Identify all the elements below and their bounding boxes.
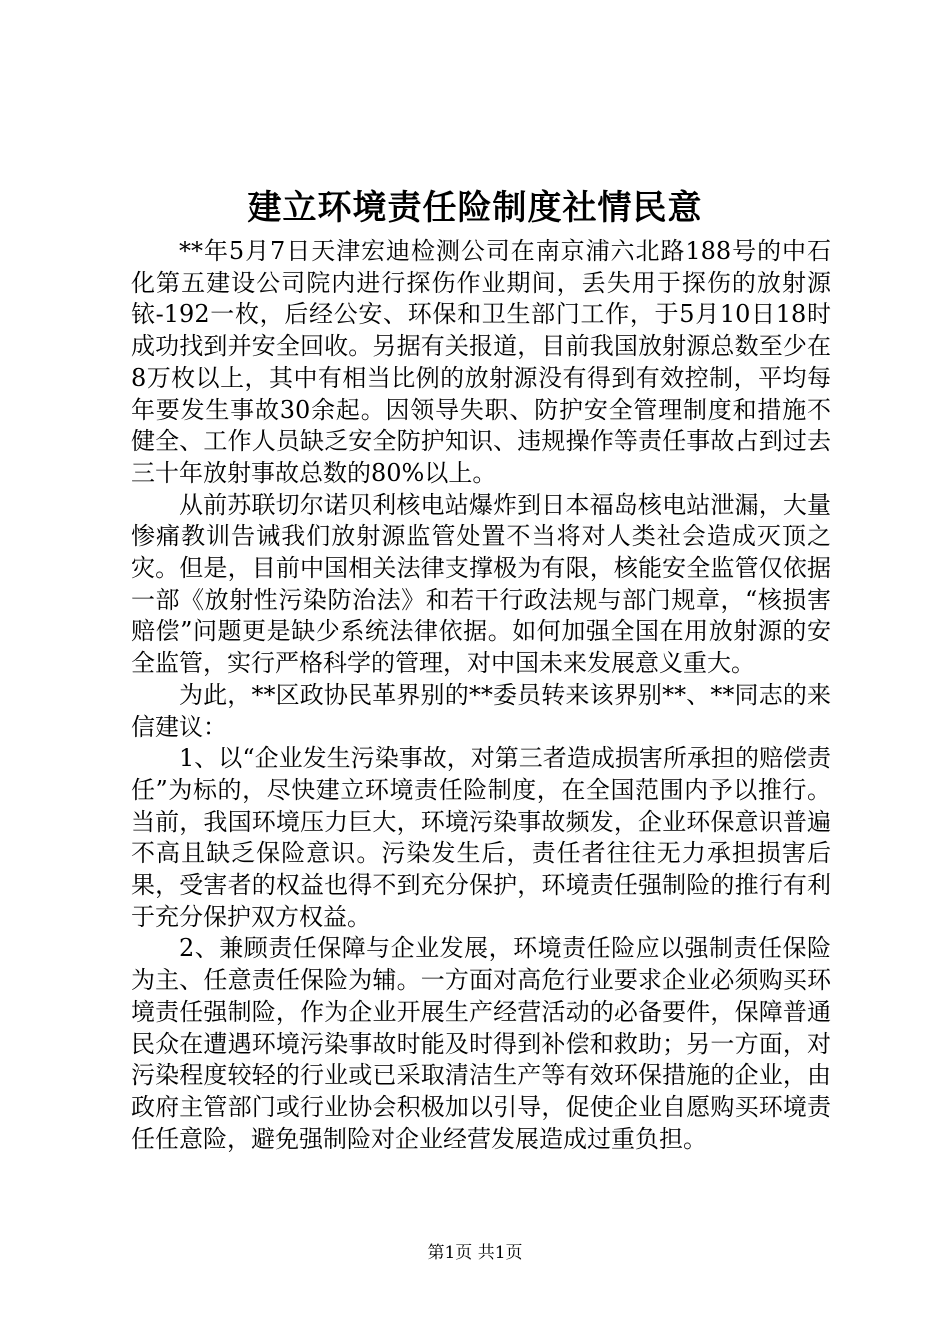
paragraph-suggestion-1: 1、以“企业发生污染事故，对第三者造成损害所承担的赔偿责任”为标的，尽快建立环境责任险制度，在全国范围内予以推行。当前，我国环境压力巨大，环境污染事故频发，企业环保意识普遍不高且缺乏保险意识。污染发生后，责任者往往无力承担损害后果，受害者的权益也得不到充分保护，环境责任强制险的推行有利于充分保护双方权益。 xyxy=(131,744,831,931)
paragraph-suggestion-2: 2、兼顾责任保障与企业发展，环境责任险应以强制责任保险为主、任意责任保险为辅。一方面对高危行业要求企业必须购买环境责任强制险，作为企业开展生产经营活动的必备要件，保障普通民众在遭遇环境污染事故时能及时得到补偿和救助；另一方面，对污染程度较轻的行业或已采取清洁生产等有效环保措施的企业，由政府主管部门或行业协会积极加以引导，促使企业自愿购买环境责任任意险，避免强制险对企业经营发展造成过重负担。 xyxy=(131,934,831,1153)
page-number-footer: 第1页 共1页 xyxy=(427,1243,523,1263)
document-title: 建立环境责任险制度社情民意 xyxy=(247,188,703,228)
paragraph-background: 从前苏联切尔诺贝利核电站爆炸到日本福岛核电站泄漏，大量惨痛教训告诫我们放射源监管处置不当将对人类社会造成灭顶之灾。但是，目前中国相关法律支撑极为有限，核能安全监管仅依据一部《放射性污染防治法》和若干行政法规与部门规章，“核损害赔偿”问题更是缺少系统法律依据。如何加强全国在用放射源的安全监管，实行严格科学的管理，对中国未来发展意义重大。 xyxy=(131,490,831,678)
paragraph-proposal-intro: 为此，**区政协民革界别的**委员转来该界别**、**同志的来信建议： xyxy=(131,680,831,741)
document-body xyxy=(131,236,831,1155)
paragraph-incident: **年5月7日天津宏迪检测公司在南京浦六北路188号的中石化第五建设公司院内进行探伤作业期间，丢失用于探伤的放射源铱-192一枚，后经公安、环保和卫生部门工作，于5月10日18时成功找到并安全回收。另据有关报道，目前我国放射源总数至少在8万枚以上，其中有相当比例的放射源没有得到有效控制，平均每年要发生事故30余起。因领导失职、防护安全管理制度和措施不健全、工作人员缺乏安全防护知识、违规操作等责任事故占到过去三十年放射事故总数的80%以上。 xyxy=(131,237,831,487)
